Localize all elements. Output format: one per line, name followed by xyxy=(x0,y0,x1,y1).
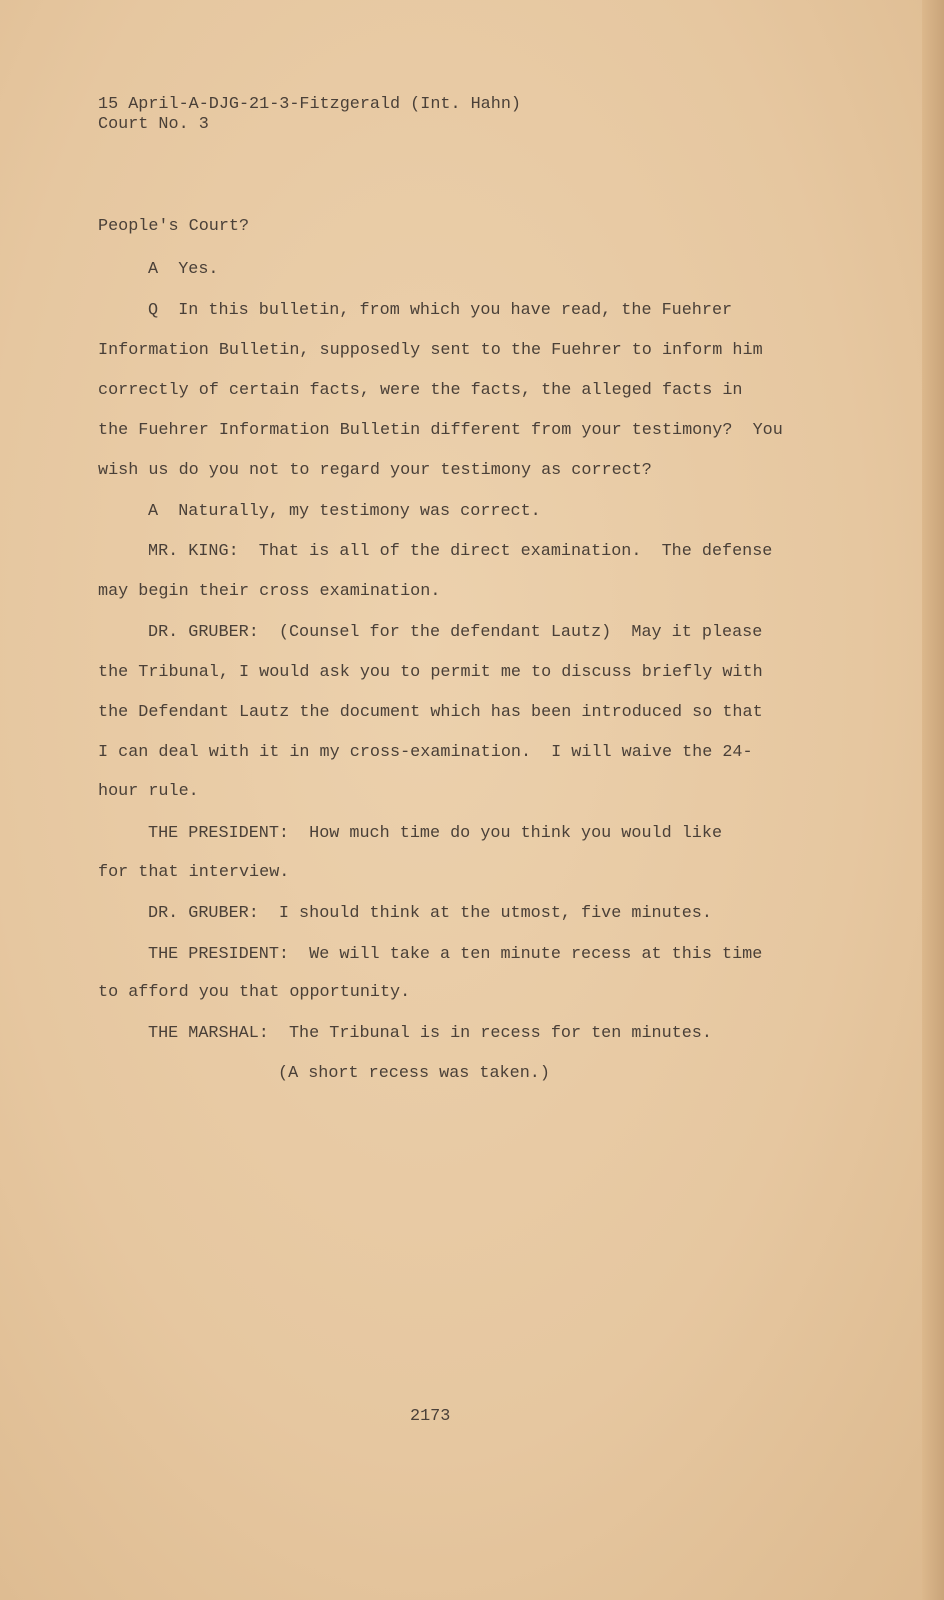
transcript-line: the Defendant Lautz the document which has been introduced so that xyxy=(98,703,763,722)
transcript-line: DR. GRUBER: (Counsel for the defendant Lautz) May it please xyxy=(148,623,763,642)
transcript-line: may begin their cross examination. xyxy=(98,582,441,601)
transcript-line: correctly of certain facts, were the facts, the alleged facts in xyxy=(98,381,743,400)
transcript-line: wish us do you not to regard your testimony as correct? xyxy=(98,461,652,480)
transcript-line: the Tribunal, I would ask you to permit me to discuss briefly with xyxy=(98,663,763,682)
transcript-line: MR. KING: That is all of the direct examination. The defense xyxy=(148,542,773,561)
transcript-line: People's Court? xyxy=(98,217,250,236)
transcript-line: to afford you that opportunity. xyxy=(98,983,411,1002)
transcript-line: THE MARSHAL: The Tribunal is in recess for ten minutes. xyxy=(148,1024,712,1043)
transcript-line: Information Bulletin, supposedly sent to the Fuehrer to inform him xyxy=(98,341,763,360)
transcript-line: the Fuehrer Information Bulletin different from your testimony? You xyxy=(98,421,783,440)
transcript-line: (A short recess was taken.) xyxy=(278,1064,550,1083)
transcript-line: A Yes. xyxy=(148,260,219,279)
transcript-line: THE PRESIDENT: How much time do you think you would like xyxy=(148,824,723,843)
page-number: 2173 xyxy=(410,1407,451,1426)
transcript-line: THE PRESIDENT: We will take a ten minute recess at this time xyxy=(148,945,763,964)
transcript-line: I can deal with it in my cross-examination. I will waive the 24- xyxy=(98,743,753,762)
page-edge xyxy=(922,0,944,1600)
transcript-line: for that interview. xyxy=(98,863,290,882)
transcript-line: hour rule. xyxy=(98,782,199,801)
transcript-line: DR. GRUBER: I should think at the utmost, five minutes. xyxy=(148,904,712,923)
header-court: Court No. 3 xyxy=(98,115,209,134)
transcript-line: Q In this bulletin, from which you have read, the Fuehrer xyxy=(148,301,733,320)
header-reference: 15 April-A-DJG-21-3-Fitzgerald (Int. Hahn) xyxy=(98,95,521,114)
transcript-line: A Naturally, my testimony was correct. xyxy=(148,502,541,521)
